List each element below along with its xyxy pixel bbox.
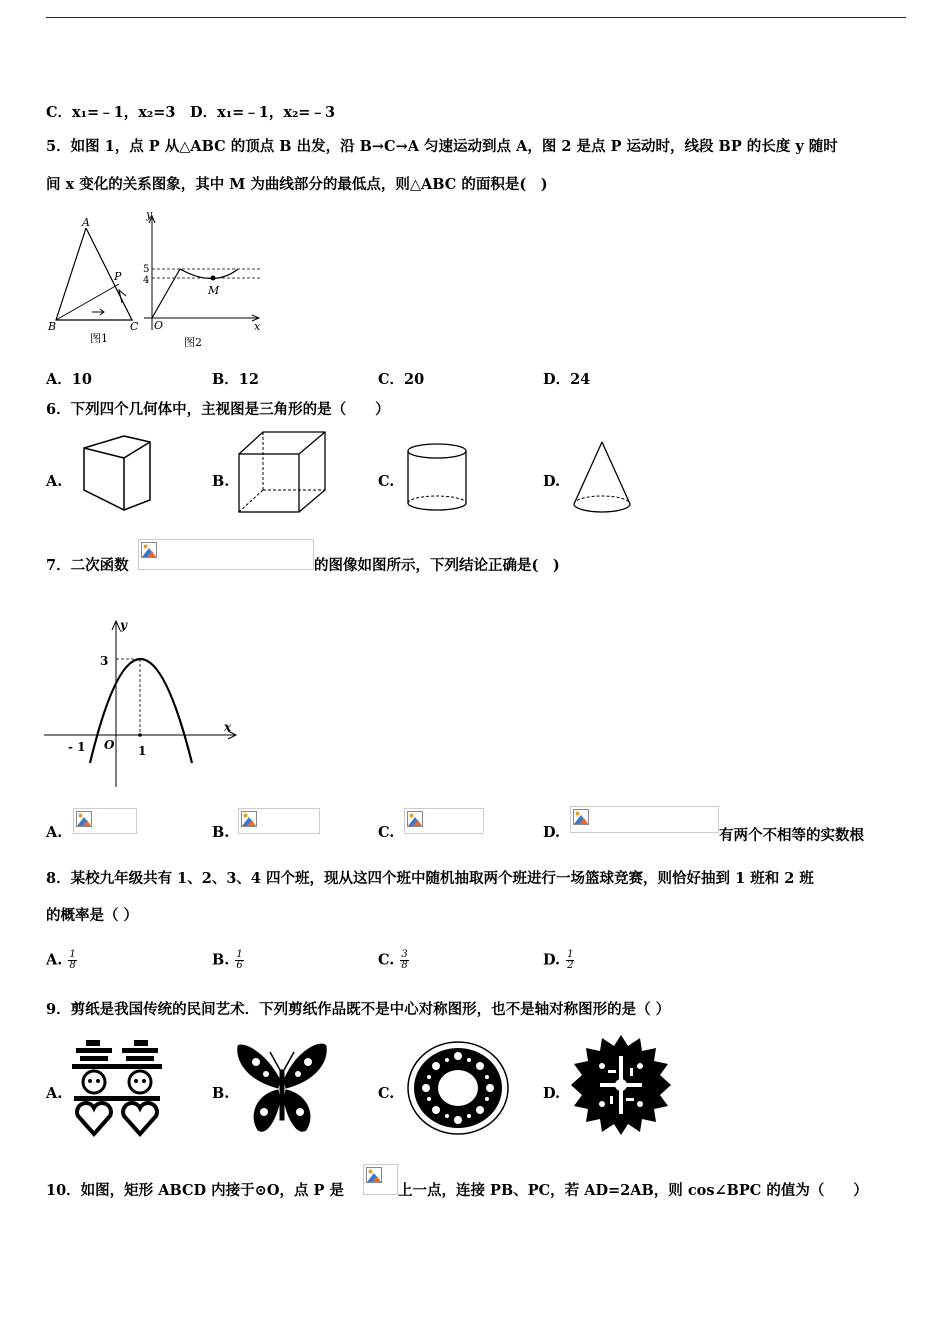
q10-arc-image [363,1164,398,1195]
broken-image-icon [366,1167,382,1183]
q9-round-ring-papercut-icon [405,1040,511,1136]
fraction-numerator: 1 [567,949,574,960]
q5-fig1-caption: 图1 [90,332,108,345]
q7-graph-tick-neg1: - 1 [68,740,86,754]
q5-text-line2: 间 x 变化的关系图象，其中 M 为曲线部分的最低点，则△ABC 的面积是( ) [46,176,548,193]
q8-label-b: B. [212,951,230,969]
q6-label-c: C. [378,473,395,490]
q8-option-d [543,950,574,971]
q9-double-happiness-papercut-icon [72,1038,164,1138]
broken-image-icon [573,809,589,825]
q5-option-d: D．24 [543,371,591,388]
q8-fraction-c [400,950,408,971]
fraction-denominator: 6 [236,960,243,971]
page-top-rule [46,17,906,18]
fraction-denominator: 8 [69,960,76,971]
broken-image-icon [241,811,257,827]
q5-label-P: P [114,270,122,283]
q7-parabola-graph [44,615,244,793]
q8-fraction-d [566,950,574,971]
q5-fig2-origin: O [154,319,164,332]
q5-figures [44,208,274,353]
q5-fig2-tick-5: 5 [143,264,150,275]
broken-image-icon [407,811,423,827]
q7-option-d-suffix: 有两个不相等的实数根 [719,827,864,844]
q7-option-a-image [73,808,137,834]
q9-gear-star-papercut-icon [570,1034,672,1136]
q6-label-a: A. [46,473,63,490]
broken-image-icon [141,542,157,558]
q8-option-a [46,950,77,971]
broken-image-icon [76,811,92,827]
q5-fig2-tick-4: 4 [143,275,150,286]
fraction-denominator: 2 [567,960,574,971]
q8-text-line1: 8．某校九年级共有 1、2、3、4 四个班，现从这四个班中随机抽取两个班进行一场篮球竞赛，则恰好抽到 1 班和 2 班 [46,870,814,887]
q6-label-d: D. [543,473,561,490]
q7-label-d: D. [543,824,561,841]
q9-label-d: D. [543,1085,561,1102]
q6-text: 6．下列四个几何体中，主视图是三角形的是（ ） [46,401,390,418]
q7-graph-tick-3: 3 [100,654,109,668]
q4-options: C．x₁=﹣1，x₂=3 D．x₁=﹣1，x₂=﹣3 [46,104,336,121]
q8-label-d: D. [543,951,561,969]
fraction-numerator: 1 [69,949,76,960]
q6-label-b: B. [212,473,230,490]
q7-graph-x: x [224,720,232,734]
q7-option-d-image [570,806,719,833]
q5-label-C: C [130,320,139,333]
q8-option-c [378,950,409,971]
q5-option-a: A．10 [46,371,92,388]
q5-label-B: B [48,320,57,333]
q9-label-b: B. [212,1085,230,1102]
q6-cube-icon [236,430,331,516]
q7-option-c-image [404,808,484,834]
q6-cone-icon [570,440,634,518]
fraction-numerator: 1 [236,949,243,960]
q9-butterfly-papercut-icon [234,1040,330,1138]
q5-fig2-caption: 图2 [184,336,202,349]
q5-option-b: B．12 [212,371,259,388]
q7-formula-image [138,539,314,570]
q7-label-b: B. [212,824,230,841]
q5-figure1-triangle [47,216,139,345]
q8-fraction-b [235,950,243,971]
q9-label-a: A. [46,1085,63,1102]
q5-fig2-x: x [254,320,261,333]
q8-text-line2: 的概率是（ ） [46,907,139,924]
q7-graph-y: y [120,618,127,632]
q7-label-a: A. [46,824,63,841]
q9-text: 9．剪纸是我国传统的民间艺术．下列剪纸作品既不是中心对称图形，也不是轴对称图形的是（ ） [46,1001,671,1018]
q9-label-c: C. [378,1085,395,1102]
q7-label-c: C. [378,824,395,841]
q7-graph-tick-1: 1 [138,744,147,758]
q5-fig2-M: M [208,284,220,297]
q5-text-line1: 5．如图 1，点 P 从△ABC 的顶点 B 出发，沿 B→C→A 匀速运动到点 A，图 2 是点 P 运动时，线段 BP 的长度 y 随时 [46,138,838,155]
q7-option-b-image [238,808,320,834]
q8-fraction-a [68,950,76,971]
q10-text-before: 10．如图，矩形 ABCD 内接于⊙O，点 P 是 [46,1182,344,1199]
q8-label-a: A. [46,951,63,969]
fraction-denominator: 8 [401,960,408,971]
q6-prism-icon [80,432,160,514]
q7-text-after: 的图像如图所示，下列结论正确是( ) [314,557,560,574]
q5-option-c: C．20 [378,371,425,388]
q5-fig2-y: y [146,208,153,221]
q5-figure2-graph [143,208,262,349]
q7-text-before: 7．二次函数 [46,557,129,574]
q8-option-b [212,950,244,971]
fraction-numerator: 3 [401,949,408,960]
q5-label-A: A [82,216,90,229]
q8-label-c: C. [378,951,395,969]
q7-graph-origin: O [104,738,115,752]
q6-cylinder-icon [404,441,470,517]
q10-text-after: 上一点，连接 PB、PC，若 AD=2AB，则 cos∠BPC 的值为（ ） [398,1182,868,1199]
